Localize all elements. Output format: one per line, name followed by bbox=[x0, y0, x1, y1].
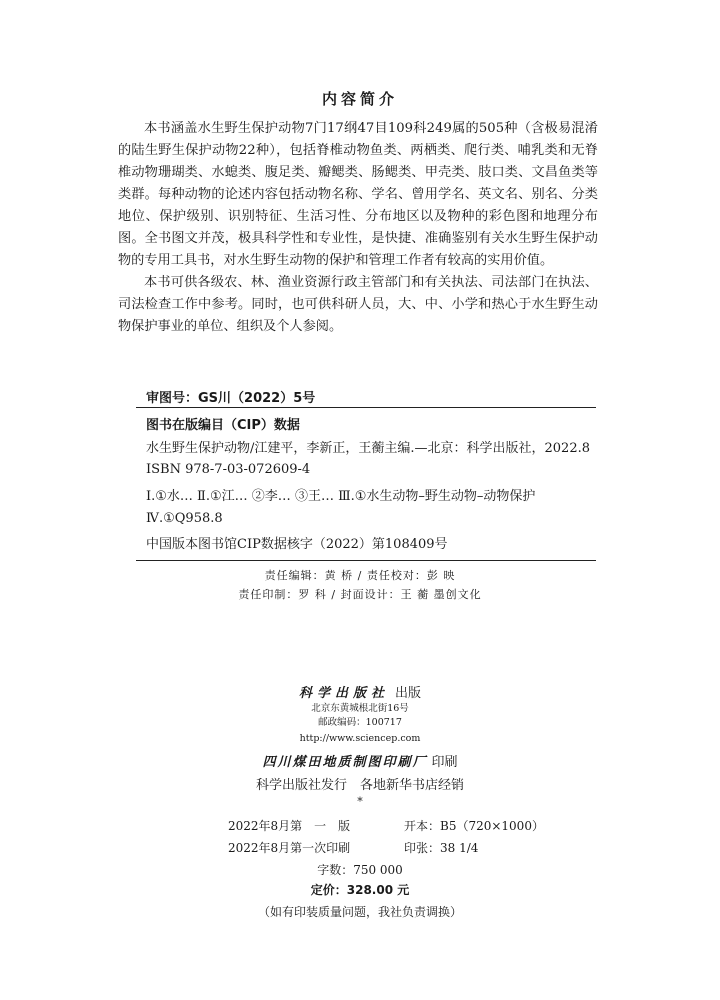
publisher-name: 科学出版社 bbox=[298, 686, 389, 701]
publisher-postcode: 邮政编码：100717 bbox=[318, 717, 402, 728]
printer-line bbox=[0, 751, 720, 770]
first-printing: 2022年8月第一次印刷 bbox=[228, 841, 351, 855]
credits-line-1: 责任编辑：黄 桥 / 责任校对：彭 映 bbox=[264, 569, 456, 582]
quality-notice: （如有印装质量问题，我社负责调换） bbox=[257, 905, 462, 919]
cip-title: 图书在版编目（CIP）数据 bbox=[146, 418, 300, 433]
printed-sheets: 印张：38 1/4 bbox=[404, 841, 479, 855]
printer-suffix: 印刷 bbox=[431, 755, 458, 770]
distribution-line: 科学出版社发行 各地新华书店经销 bbox=[255, 778, 464, 793]
publisher-line bbox=[0, 682, 720, 701]
publisher-url: http://www.sciencep.com bbox=[299, 733, 421, 744]
cip-number: 中国版本图书馆CIP数据核字（2022）第108409号 bbox=[146, 537, 448, 552]
summary-title: 内容简介 bbox=[321, 90, 398, 108]
divider-bottom bbox=[136, 560, 596, 561]
summary-paragraph-2: 本书可供各级农、林、渔业资源行政主管部门和有关执法、司法部门在执法、司法检查工作中参考。同时，也可供科研人员，大、中、小学和热心于水生野生动物保护事业的单位、组织及个人参阅。 bbox=[118, 275, 598, 334]
publisher-address: 北京东黄城根北街16号 bbox=[311, 703, 409, 714]
first-edition: 2022年8月第 一 版 bbox=[228, 819, 351, 833]
printer-name: 四川煤田地质制图印刷厂 bbox=[262, 755, 428, 770]
cip-bibliographic: 水生野生保护动物/江建平，李新正，王蘅主编.—北京：科学出版社，2022.8 bbox=[146, 441, 590, 456]
publisher-suffix: 出版 bbox=[395, 686, 422, 701]
price: 定价：328.00 元 bbox=[310, 883, 410, 897]
book-format: 开本：B5（720×1000） bbox=[404, 819, 544, 833]
cip-classification: Ⅰ.①水… Ⅱ.①江… ②李… ③王… Ⅲ.①水生动物–野生动物–动物保护 Ⅳ.①Q958.8 bbox=[146, 489, 536, 526]
divider-top bbox=[136, 407, 596, 408]
map-review-number: 审图号：GS川（2022）5号 bbox=[146, 391, 316, 406]
cip-isbn: ISBN 978-7-03-072609-4 bbox=[146, 462, 311, 477]
separator-star: * bbox=[357, 795, 363, 808]
word-count: 字数：750 000 bbox=[317, 863, 403, 877]
credits-line-2: 责任印制：罗 科 / 封面设计：王 蘅 墨创文化 bbox=[238, 588, 482, 601]
summary-paragraph-1: 本书涵盖水生野生保护动物7门17纲47目109科249属的505种（含极易混淆的陆生野生保护动物22种），包括脊椎动物鱼类、两栖类、爬行类、哺乳类和无脊椎动物珊瑚类、水螅类、腹足类、瓣鳃类、肠鳃类、甲壳类、肢口类、文昌鱼类等类群。每种动物的论述内容包括动物名称、学名、曾用学名、英文名、别名、分类地位、保护级别、识别特征、生活习性、分布地区以及物种的彩色图和地理分布图。全书图文并茂，极具科学性和专业性，是快捷、准确鉴别有关水生野生保护动物的专用工具书，对水生野生动物的保护和管理工作者有较高的实用价值。 bbox=[118, 121, 598, 268]
